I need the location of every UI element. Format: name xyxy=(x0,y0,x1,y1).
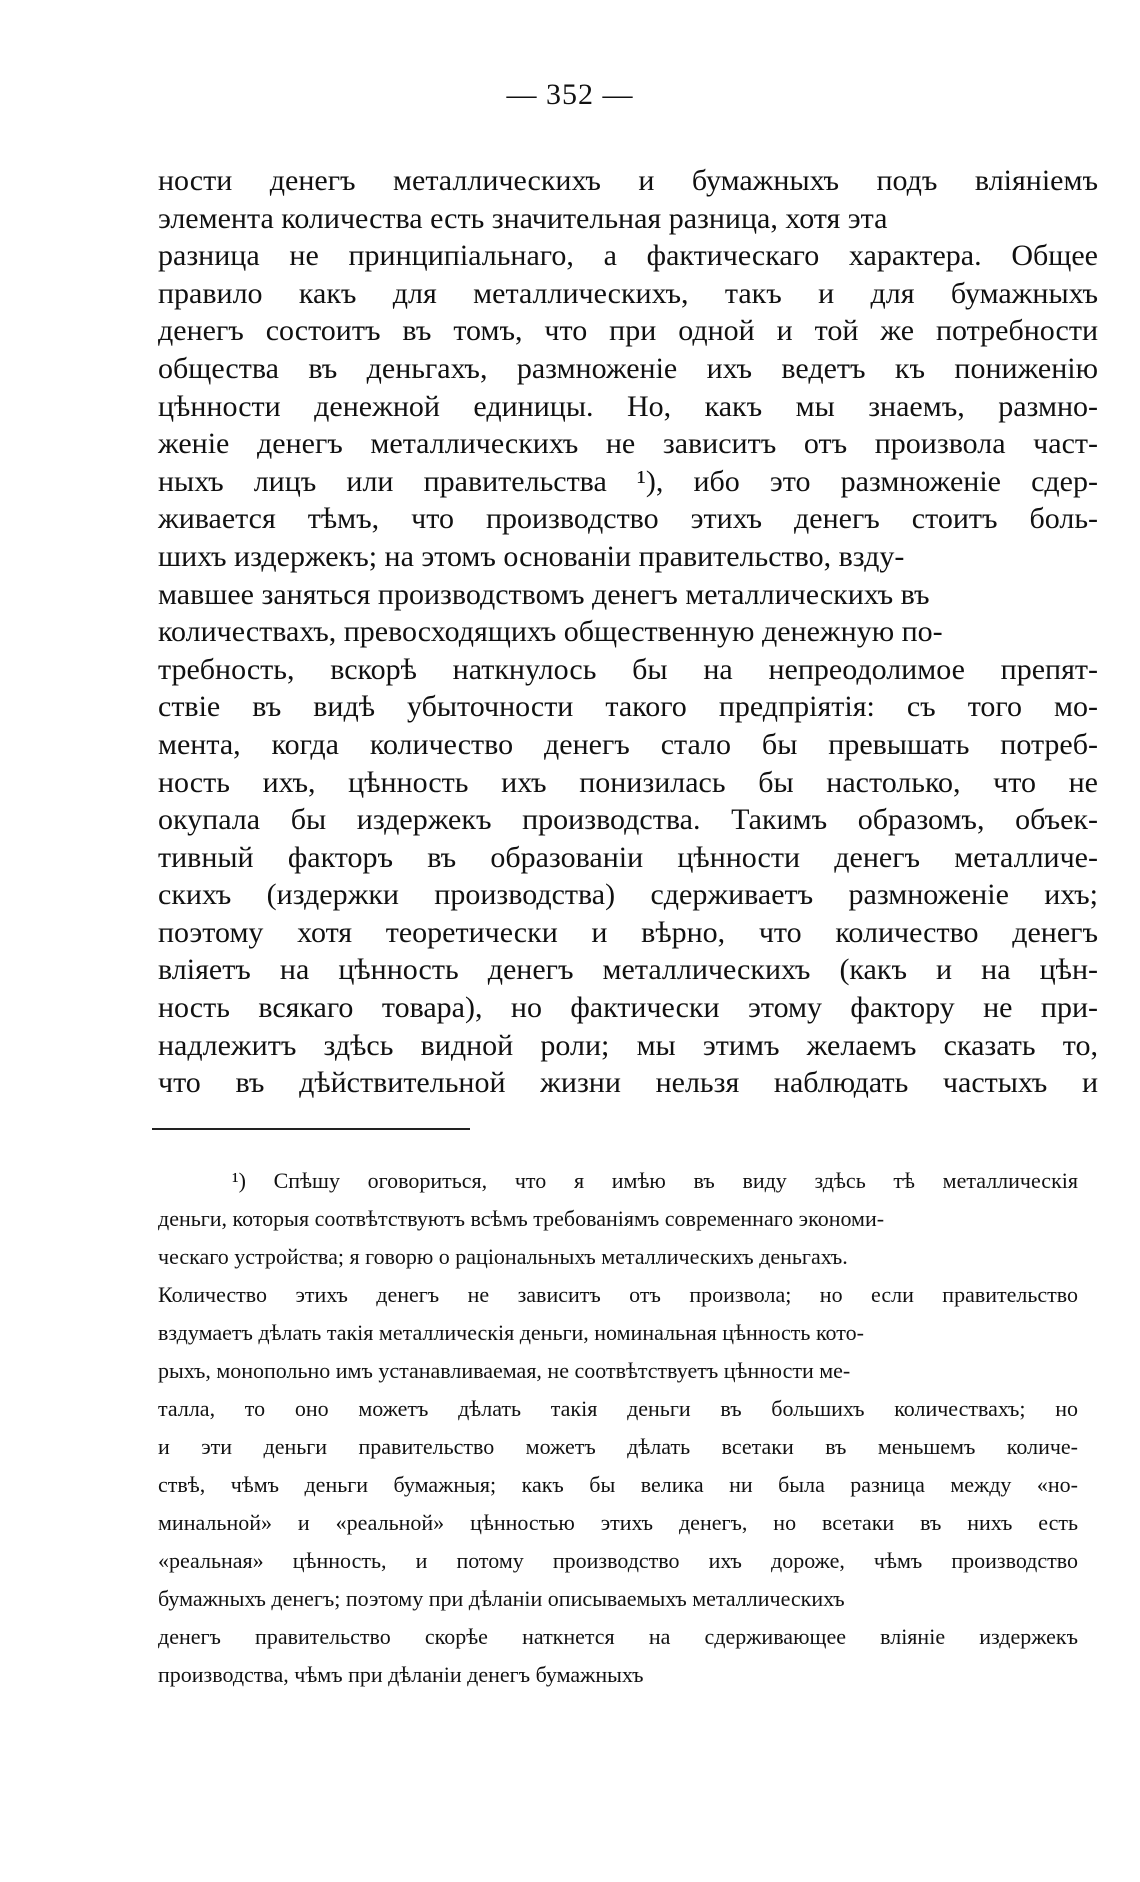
page-number: — 352 — xyxy=(506,78,634,111)
body-line: шихъ издержекъ; на этомъ основанiи правительство, взду- xyxy=(158,539,905,573)
body-line: ность всякаго товара), но фактически этому фактору не при- xyxy=(158,991,1098,1025)
footnote-line xyxy=(158,1162,1118,1200)
footnote-line: вздумаетъ дѣлать такiя металлическiя деньги, номинальная цѣнность кото- xyxy=(158,1320,864,1345)
body-line: разница не принципiальнаго, а фактическаго характера. Общее xyxy=(158,239,1098,273)
footnote-line: минальной» и «реальной» цѣнностью этихъ денегъ, но всетаки въ нихъ есть xyxy=(158,1510,1078,1535)
body-line: тивный факторъ въ образованiи цѣнности денегъ металличе- xyxy=(158,840,1098,874)
body-line: мавшее заняться производствомъ денегъ металлическихъ въ xyxy=(158,577,930,611)
footnote-line: «реальная» цѣнность, и потому производство ихъ дороже, чѣмъ производство xyxy=(158,1548,1078,1573)
footnote-line: бумажныхъ денегъ; поэтому при дѣланiи описываемыхъ металлическихъ xyxy=(158,1586,845,1611)
body-line: влiяетъ на цѣнность денегъ металлическихъ (какъ и на цѣн- xyxy=(158,953,1098,987)
body-line: поэтому хотя теоретически и вѣрно, что количество денегъ xyxy=(158,915,1098,949)
body-line: ствiе въ видѣ убыточности такого предпрiятiя: съ того мо- xyxy=(158,690,1098,724)
footnote-line: ческаго устройства; я говорю о рацiональныхъ металлическихъ деньгахъ. xyxy=(158,1244,848,1269)
footnote-line: производства, чѣмъ при дѣланiи денегъ бумажныхъ xyxy=(158,1662,644,1687)
body-line: общества въ деньгахъ, размноженiе ихъ ведетъ къ пониженiю xyxy=(158,351,1098,385)
footnote-text: Спѣшу оговориться, что я имѣю въ виду здѣсь тѣ металлическiя xyxy=(273,1168,1078,1193)
footnote xyxy=(158,1162,1118,1694)
body-line: скихъ (издержки производства) сдерживаетъ размноженiе ихъ; xyxy=(158,878,1098,912)
body-line: денегъ состоитъ въ томъ, что при одной и той же потребности xyxy=(158,314,1098,348)
body-line: требность, вскорѣ наткнулось бы на непреодолимое препят- xyxy=(158,652,1098,686)
body-line: ности денегъ металлическихъ и бумажныхъ подъ влiянiемъ xyxy=(158,164,1098,197)
footnote-divider xyxy=(152,1128,470,1130)
footnote-line: денегъ правительство скорѣе наткнется на сдерживающее влiянiе издержекъ xyxy=(158,1624,1078,1649)
body-line: цѣнности денежной единицы. Но, какъ мы знаемъ, размно- xyxy=(158,389,1098,423)
body-line: окупала бы издержекъ производства. Такимъ образомъ, объек- xyxy=(158,803,1098,837)
footnote-line: рыхъ, монопольно имъ устанавливаемая, не соотвѣтствуетъ цѣнности ме- xyxy=(158,1358,851,1383)
body-line: надлежитъ здѣсь видной роли; мы этимъ желаемъ сказать то, xyxy=(158,1028,1098,1062)
body-line: ность ихъ, цѣнность ихъ понизилась бы настолько, что не xyxy=(158,765,1098,799)
main-text xyxy=(158,162,1138,1102)
footnote-marker: ¹) xyxy=(232,1168,274,1193)
footnote-line: Количество этихъ денегъ не зависитъ отъ произвола; но если правительство xyxy=(158,1282,1078,1307)
body-line: живается тѣмъ, что производство этихъ денегъ стоитъ боль- xyxy=(158,502,1098,536)
footnote-line: деньги, которыя соотвѣтствуютъ всѣмъ требованiямъ современнаго экономи- xyxy=(158,1206,885,1231)
body-line: женiе денегъ металлическихъ не зависитъ отъ произвола част- xyxy=(158,427,1098,461)
body-line: ныхъ лицъ или правительства ¹), ибо это размноженiе сдер- xyxy=(158,464,1098,498)
body-line: элемента количества есть значительная разница, хотя эта xyxy=(158,201,888,235)
body-line: правило какъ для металлическихъ, такъ и для бумажныхъ xyxy=(158,276,1098,310)
footnote-line: ствѣ, чѣмъ деньги бумажныя; какъ бы велика ни была разница между «но- xyxy=(158,1472,1078,1497)
footnote-line: и эти деньги правительство можетъ дѣлать всетаки въ меньшемъ количе- xyxy=(158,1434,1078,1459)
body-line: мента, когда количество денегъ стало бы превышать потреб- xyxy=(158,727,1098,761)
body-line: что въ дѣйствительной жизни нельзя наблюдать частыхъ и xyxy=(158,1066,1098,1100)
footnote-line: талла, то оно можетъ дѣлать такiя деньги въ большихъ количествахъ; но xyxy=(158,1396,1078,1421)
body-line: количествахъ, превосходящихъ общественную денежную по- xyxy=(158,615,943,649)
